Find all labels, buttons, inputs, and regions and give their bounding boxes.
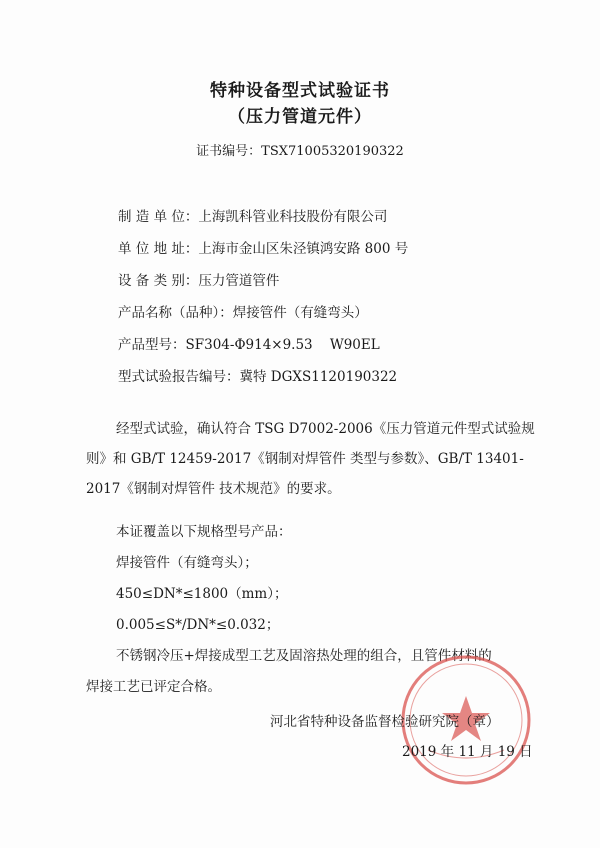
spec-line: 焊接管件（有缝弯头）；	[116, 555, 258, 571]
spec-line: 0.005≤S*/DN*≤0.032；	[116, 617, 280, 633]
field-value: 压力管道管件	[198, 273, 280, 289]
field-manufacturer	[118, 205, 387, 225]
field-label: 产品名称（品种）：	[118, 305, 233, 321]
field-label: 设 备 类 别：	[118, 273, 199, 289]
certificate-number: 证书编号：TSX71005320190322	[196, 144, 404, 159]
field-value: 冀特 DGXS1120190322	[239, 369, 398, 385]
field-label: 型式试验报告编号：	[118, 369, 240, 385]
field-report-number	[118, 365, 397, 385]
field-equipment-category	[118, 269, 279, 289]
certificate-subtitle: （压力管道元件）	[228, 107, 372, 127]
field-value: 上海凯科管业科技股份有限公司	[198, 209, 388, 225]
issuer-name: 河北省特种设备监督检验研究院（章）	[270, 714, 500, 730]
field-product-model	[118, 333, 380, 353]
coverage-intro: 本证覆盖以下规格型号产品：	[116, 524, 292, 540]
field-value: 焊接管件（有缝弯头）	[232, 305, 368, 321]
field-value: 上海市金山区朱泾镇鸿安路 800 号	[198, 241, 409, 257]
field-address	[118, 237, 408, 257]
field-product-name	[118, 301, 368, 321]
field-value: SF304-Φ914×9.53 W90EL	[185, 337, 380, 353]
issue-date: 2019 年 11 月 19 日	[402, 744, 533, 760]
spec-line: 450≤DN*≤1800（mm）；	[116, 586, 288, 602]
certificate-title: 特种设备型式试验证书	[210, 81, 390, 101]
field-label: 制 造 单 位：	[118, 209, 199, 225]
process-line: 焊接工艺已评定合格。	[86, 679, 221, 695]
conformity-paragraph: 经型式试验，确认符合 TSG D7002-2006《压力管道元件型式试验规则》和 GB/T 12459-2017《钢制对焊管件 类型与参数》、GB/T 13401-2017《钢制对焊管件 技术规范》的要求。	[86, 421, 535, 497]
field-label: 产品型号：	[118, 337, 186, 353]
process-line: 不锈钢冷压+焊接成型工艺及固溶热处理的组合，且管件材料的	[116, 648, 492, 664]
field-label: 单 位 地 址：	[118, 241, 199, 257]
